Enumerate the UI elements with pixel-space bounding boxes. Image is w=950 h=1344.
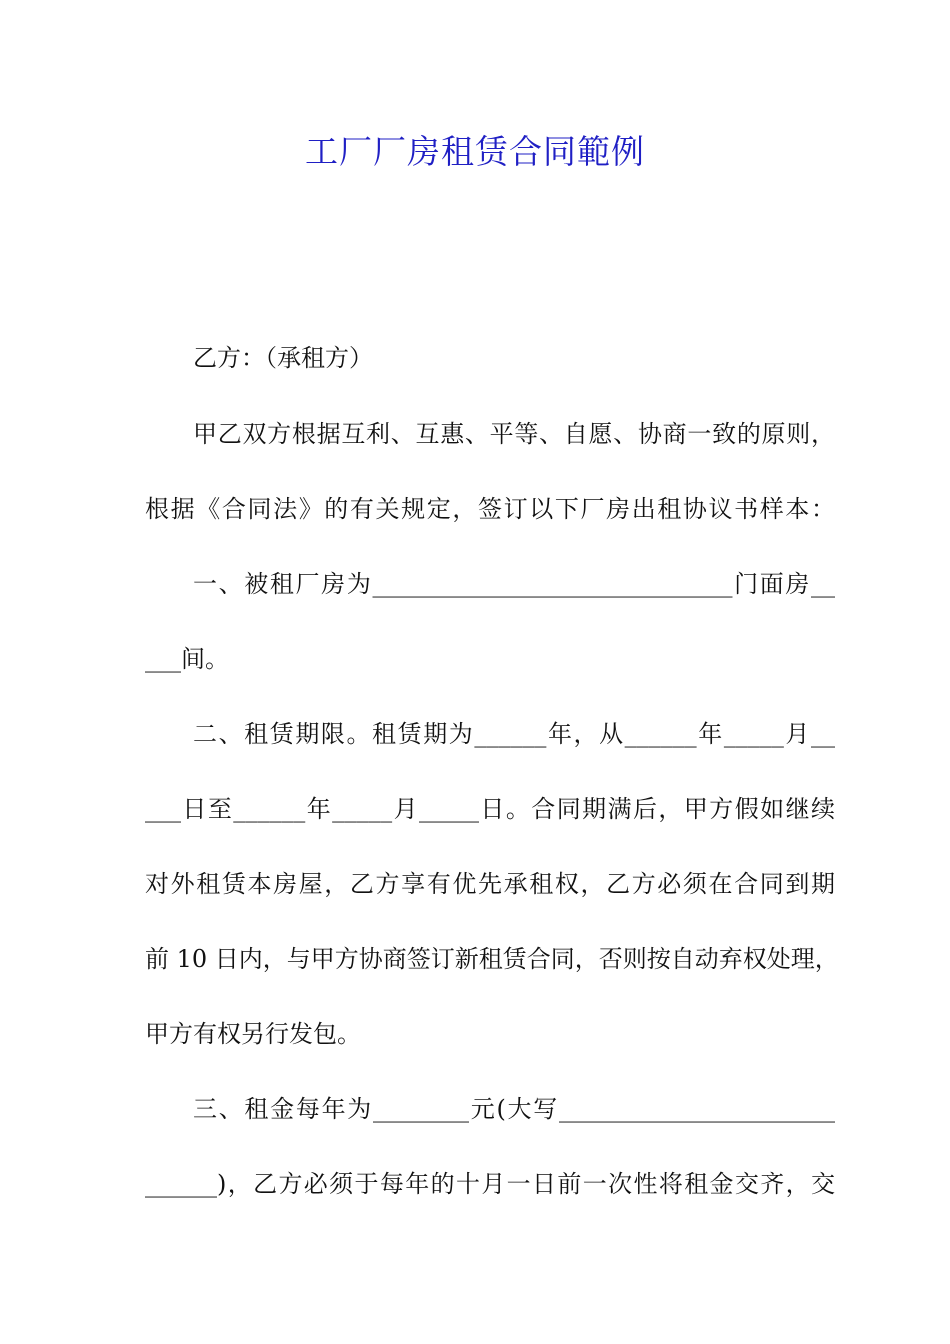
clause-two-line: ___日至______年_____月_____日。合同期满后，甲方假如继续 (145, 795, 835, 823)
clause-one-line: ___间。 (145, 645, 229, 673)
party-b-line: 乙方：（承租方） (193, 344, 373, 372)
paragraph-line: 根据《合同法》的有关规定，签订以下厂房出租协议书样本： (145, 495, 835, 523)
clause-two-line: 前 10 日内，与甲方协商签订新租赁合同，否则按自动弃权处理， (145, 945, 839, 973)
clause-two-line: 甲方有权另行发包。 (145, 1020, 361, 1048)
clause-three-line: 三、租金每年为________元(大写_______________________ (193, 1095, 835, 1123)
document-title: 工厂厂房租赁合同範例 (305, 132, 645, 171)
clause-three-line: ______)，乙方必须于每年的十月一日前一次性将租金交齐，交 (145, 1170, 835, 1198)
paragraph-line: 甲乙双方根据互利、互惠、平等、自愿、协商一致的原则， (193, 420, 835, 448)
clause-two-line: 二、租赁期限。租赁期为______年，从______年_____月__ (193, 720, 835, 748)
clause-two-line: 对外租赁本房屋，乙方享有优先承租权，乙方必须在合同到期 (145, 870, 835, 898)
clause-one-line: 一、被租厂房为______________________________门面房__ (193, 570, 835, 598)
